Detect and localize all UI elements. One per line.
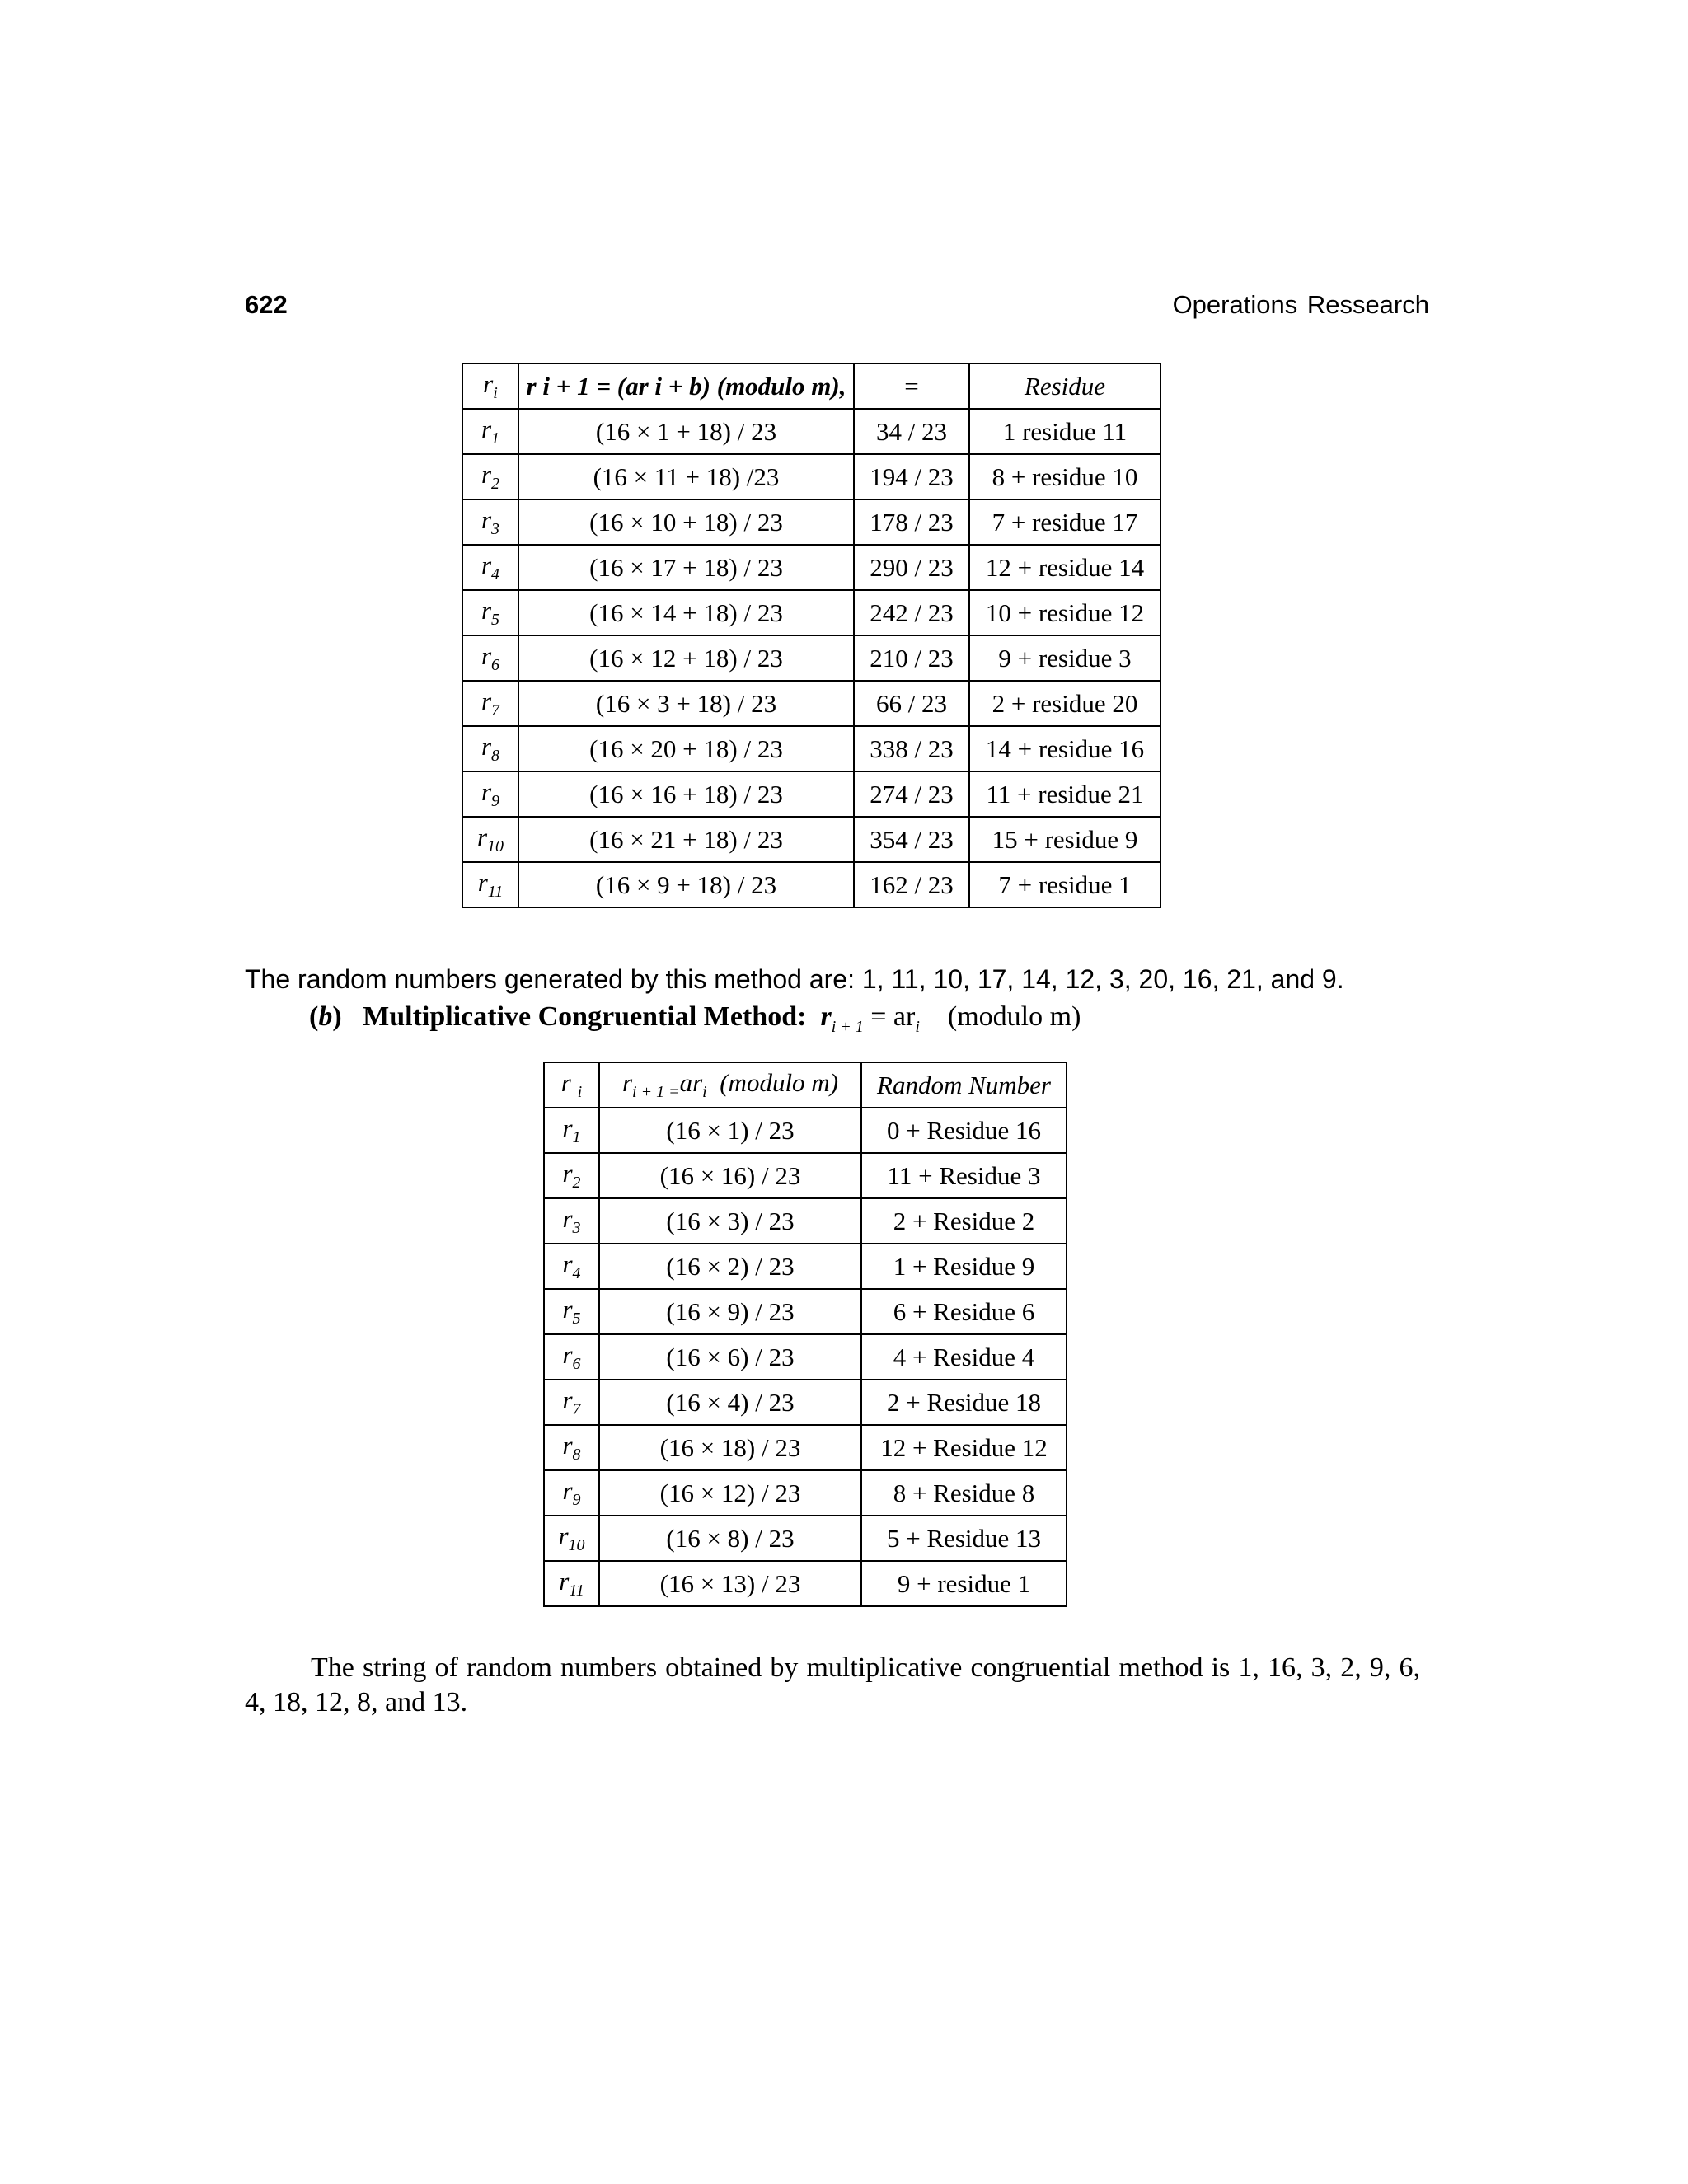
mixed-congruential-table	[462, 363, 1161, 908]
row-label: $r_5$	[544, 1289, 599, 1334]
header-formula: $r_{i + 1 =}ar_i$ (modulo m)	[599, 1062, 861, 1108]
row-random-number: 1 + Residue 9	[861, 1244, 1067, 1289]
table-row	[462, 771, 1160, 817]
row-label: $r_6$	[462, 635, 518, 681]
row-residue: 7 + residue 17	[969, 499, 1160, 545]
row-ratio: 242 / 23	[854, 590, 969, 635]
table-row	[544, 1198, 1067, 1244]
row-label: $r_5$	[462, 590, 518, 635]
row-expression: (16 × 1) / 23	[599, 1108, 861, 1153]
row-expression: (16 × 4) / 23	[599, 1380, 861, 1425]
table-row	[544, 1561, 1067, 1606]
row-expression: (16 × 16 + 18) / 23	[518, 771, 854, 817]
row-expression: (16 × 6) / 23	[599, 1334, 861, 1380]
header-residue: Residue	[969, 363, 1160, 409]
row-label: $r_3$	[462, 499, 518, 545]
row-ratio: 290 / 23	[854, 545, 969, 590]
row-label: $r_9$	[462, 771, 518, 817]
row-ratio: 354 / 23	[854, 817, 969, 862]
row-random-number: 0 + Residue 16	[861, 1108, 1067, 1153]
row-label: $r_8$	[462, 726, 518, 771]
row-label: $r_4$	[544, 1244, 599, 1289]
row-residue: 9 + residue 3	[969, 635, 1160, 681]
row-label: $r_2$	[462, 454, 518, 499]
row-label: $r_6$	[544, 1334, 599, 1380]
table-row	[462, 635, 1160, 681]
row-residue: 7 + residue 1	[969, 862, 1160, 907]
table-row	[544, 1425, 1067, 1470]
row-ratio: 210 / 23	[854, 635, 969, 681]
table-row	[544, 1244, 1067, 1289]
table-row	[462, 681, 1160, 726]
row-label: $r_7$	[544, 1380, 599, 1425]
row-random-number: 12 + Residue 12	[861, 1425, 1067, 1470]
row-expression: (16 × 17 + 18) / 23	[518, 545, 854, 590]
row-expression: (16 × 13) / 23	[599, 1561, 861, 1606]
row-expression: (16 × 16) / 23	[599, 1153, 861, 1198]
table-row	[462, 726, 1160, 771]
random-numbers-sentence: The random numbers generated by this method are: 1, 11, 10, 17, 14, 12, 3, 20, 16, 21, and 9.	[245, 964, 1344, 994]
row-label: $r_4$	[462, 545, 518, 590]
row-ratio: 194 / 23	[854, 454, 969, 499]
table-row	[544, 1334, 1067, 1380]
row-label: $r_9$	[544, 1470, 599, 1516]
row-residue: 10 + residue 12	[969, 590, 1160, 635]
row-random-number: 2 + Residue 18	[861, 1380, 1067, 1425]
table-row	[544, 1153, 1067, 1198]
row-expression: (16 × 1 + 18) / 23	[518, 409, 854, 454]
row-residue: 14 + residue 16	[969, 726, 1160, 771]
row-label: $r_{10}$	[462, 817, 518, 862]
section-heading-b: (b) Multiplicative Congruential Method: $r_{i + 1} = ar_i$ (modulo m)	[309, 1001, 1081, 1036]
row-random-number: 9 + residue 1	[861, 1561, 1067, 1606]
row-label: $r_1$	[462, 409, 518, 454]
row-random-number: 11 + Residue 3	[861, 1153, 1067, 1198]
table-header-row	[462, 363, 1160, 409]
row-residue: 15 + residue 9	[969, 817, 1160, 862]
row-expression: (16 × 21 + 18) / 23	[518, 817, 854, 862]
table-row	[544, 1470, 1067, 1516]
row-label: $r_2$	[544, 1153, 599, 1198]
row-expression: (16 × 10 + 18) / 23	[518, 499, 854, 545]
row-expression: (16 × 14 + 18) / 23	[518, 590, 854, 635]
row-ratio: 162 / 23	[854, 862, 969, 907]
header-equals: =	[854, 363, 969, 409]
table-row	[462, 590, 1160, 635]
row-expression: (16 × 8) / 23	[599, 1516, 861, 1561]
row-ratio: 338 / 23	[854, 726, 969, 771]
table-row	[544, 1289, 1067, 1334]
header-random-number: Random Number	[861, 1062, 1067, 1108]
row-label: $r_{10}$	[544, 1516, 599, 1561]
row-expression: (16 × 11 + 18) /23	[518, 454, 854, 499]
table-row	[544, 1108, 1067, 1153]
table-row	[462, 862, 1160, 907]
row-expression: (16 × 2) / 23	[599, 1244, 861, 1289]
table-row	[462, 409, 1160, 454]
row-random-number: 8 + Residue 8	[861, 1470, 1067, 1516]
row-ratio: 274 / 23	[854, 771, 969, 817]
row-ratio: 178 / 23	[854, 499, 969, 545]
header-ri: r $_i$	[544, 1062, 599, 1108]
running-title: Operations Ressearch	[1172, 290, 1429, 319]
header-ri: $r_i$	[462, 363, 518, 409]
table-row	[544, 1380, 1067, 1425]
header-formula: r i + 1 = (ar i + b) (modulo m),	[518, 363, 854, 409]
row-expression: (16 × 12) / 23	[599, 1470, 861, 1516]
row-ratio: 66 / 23	[854, 681, 969, 726]
row-label: $r_8$	[544, 1425, 599, 1470]
row-residue: 1 residue 11	[969, 409, 1160, 454]
row-expression: (16 × 3 + 18) / 23	[518, 681, 854, 726]
table-row	[462, 499, 1160, 545]
row-label: $r_1$	[544, 1108, 599, 1153]
row-expression: (16 × 18) / 23	[599, 1425, 861, 1470]
row-expression: (16 × 9 + 18) / 23	[518, 862, 854, 907]
table-row	[544, 1516, 1067, 1561]
row-random-number: 4 + Residue 4	[861, 1334, 1067, 1380]
row-label: $r_7$	[462, 681, 518, 726]
row-random-number: 2 + Residue 2	[861, 1198, 1067, 1244]
row-random-number: 5 + Residue 13	[861, 1516, 1067, 1561]
row-expression: (16 × 3) / 23	[599, 1198, 861, 1244]
table-row	[462, 817, 1160, 862]
page-number: 622	[245, 290, 288, 319]
table-header-row	[544, 1062, 1067, 1108]
row-residue: 2 + residue 20	[969, 681, 1160, 726]
row-ratio: 34 / 23	[854, 409, 969, 454]
table-row	[462, 454, 1160, 499]
row-expression: (16 × 20 + 18) / 23	[518, 726, 854, 771]
row-label: $r_{11}$	[462, 862, 518, 907]
row-residue: 11 + residue 21	[969, 771, 1160, 817]
row-residue: 8 + residue 10	[969, 454, 1160, 499]
row-expression: (16 × 9) / 23	[599, 1289, 861, 1334]
row-expression: (16 × 12 + 18) / 23	[518, 635, 854, 681]
row-random-number: 6 + Residue 6	[861, 1289, 1067, 1334]
row-label: $r_{11}$	[544, 1561, 599, 1606]
table-row	[462, 545, 1160, 590]
row-label: $r_3$	[544, 1198, 599, 1244]
row-residue: 12 + residue 14	[969, 545, 1160, 590]
conclusion-paragraph: The string of random numbers obtained by multiplicative congruential method is 1, 16, 3, 2, 9, 6, 4, 18, 12, 8, and 13.	[245, 1652, 1420, 1718]
multiplicative-congruential-table	[543, 1062, 1067, 1607]
